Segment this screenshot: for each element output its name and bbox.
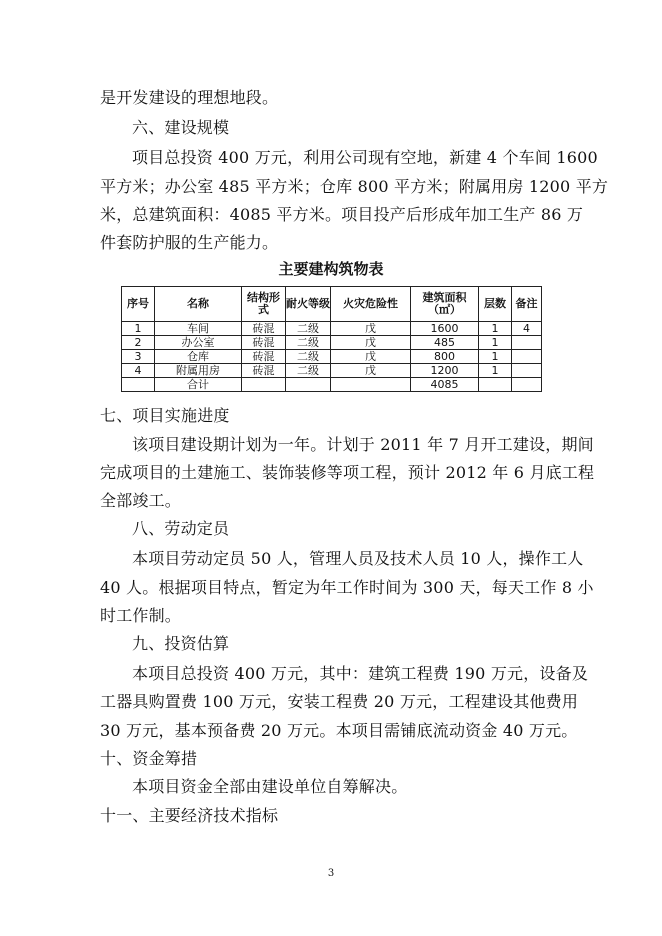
table-cell: 485 bbox=[411, 336, 479, 350]
paragraph-line: 30 万元，基本预备费 20 万元。本项目需铺底流动资金 40 万元。 bbox=[100, 721, 578, 740]
table-cell: 1600 bbox=[411, 322, 479, 336]
table-cell: 戊 bbox=[331, 350, 411, 364]
table-cell: 仓库 bbox=[155, 350, 242, 364]
table-cell: 办公室 bbox=[155, 336, 242, 350]
header-cell: 结构形式 bbox=[242, 287, 286, 322]
section-heading: 十一、主要经济技术指标 bbox=[100, 806, 279, 825]
header-cell: 耐火等级 bbox=[286, 287, 331, 322]
table-row bbox=[122, 350, 542, 364]
page-number: 3 bbox=[327, 868, 335, 879]
paragraph-line: 全部竣工。 bbox=[100, 491, 182, 510]
paragraph-line: 件套防护服的生产能力。 bbox=[100, 233, 279, 252]
header-cell: 名称 bbox=[155, 287, 242, 322]
table-cell bbox=[512, 364, 542, 378]
paragraph-line: 完成项目的土建施工、装饰装修等项工程，预计 2012 年 6 月底工程 bbox=[100, 463, 595, 482]
table-title: 主要建构筑物表 bbox=[278, 260, 384, 278]
table-cell: 二级 bbox=[286, 364, 331, 378]
header-cell: 火灾危险性 bbox=[331, 287, 411, 322]
table-cell: 车间 bbox=[155, 322, 242, 336]
table-cell: 1 bbox=[479, 364, 512, 378]
table-cell: 二级 bbox=[286, 322, 331, 336]
table-cell bbox=[512, 336, 542, 350]
table-cell: 二级 bbox=[286, 336, 331, 350]
table-cell bbox=[286, 378, 331, 392]
table-cell: 砖混 bbox=[242, 336, 286, 350]
table-cell: 砖混 bbox=[242, 364, 286, 378]
table-cell: 附属用房 bbox=[155, 364, 242, 378]
section-heading: 七、项目实施进度 bbox=[100, 406, 230, 425]
table-cell bbox=[479, 378, 512, 392]
paragraph-line: 是开发建设的理想地段。 bbox=[100, 88, 279, 107]
table-total-row bbox=[122, 378, 542, 392]
section-heading: 十、资金筹措 bbox=[100, 749, 198, 768]
buildings-table bbox=[121, 286, 542, 392]
paragraph-line: 工器具购置费 100 万元，安装工程费 20 万元，工程建设其他费用 bbox=[100, 692, 579, 711]
table-cell: 3 bbox=[122, 350, 155, 364]
paragraph-line: 时工作制。 bbox=[100, 606, 182, 625]
section-heading: 六、建设规模 bbox=[132, 118, 230, 137]
header-cell: 序号 bbox=[122, 287, 155, 322]
paragraph-line: 本项目总投资 400 万元，其中：建筑工程费 190 万元，设备及 bbox=[132, 664, 589, 683]
section-heading: 八、劳动定员 bbox=[132, 519, 230, 538]
table-cell: 1 bbox=[479, 322, 512, 336]
table-cell bbox=[122, 378, 155, 392]
paragraph-line: 40 人。根据项目特点，暂定为年工作时间为 300 天，每天工作 8 小 bbox=[100, 578, 594, 597]
table-cell bbox=[331, 378, 411, 392]
header-cell: 层数 bbox=[479, 287, 512, 322]
paragraph-line: 本项目资金全部由建设单位自筹解决。 bbox=[132, 777, 408, 796]
table-cell: 戊 bbox=[331, 322, 411, 336]
table-cell: 合计 bbox=[155, 378, 242, 392]
table-row bbox=[122, 336, 542, 350]
table-cell: 戊 bbox=[331, 336, 411, 350]
table-cell: 砖混 bbox=[242, 322, 286, 336]
table-cell: 4 bbox=[122, 364, 155, 378]
table-row bbox=[122, 322, 542, 336]
header-cell: 备注 bbox=[512, 287, 542, 322]
table-cell bbox=[512, 350, 542, 364]
table-cell: 4 bbox=[512, 322, 542, 336]
table-row bbox=[122, 364, 542, 378]
section-heading: 九、投资估算 bbox=[132, 634, 230, 653]
table-cell: 1 bbox=[479, 336, 512, 350]
table-cell: 4085 bbox=[411, 378, 479, 392]
header-cell: 建筑面积（㎡） bbox=[411, 287, 479, 322]
table-cell: 1 bbox=[479, 350, 512, 364]
table-cell: 1200 bbox=[411, 364, 479, 378]
paragraph-line: 该项目建设期计划为一年。计划于 2011 年 7 月开工建设，期间 bbox=[132, 435, 594, 454]
table-cell: 砖混 bbox=[242, 350, 286, 364]
table-cell: 2 bbox=[122, 336, 155, 350]
table-cell: 800 bbox=[411, 350, 479, 364]
paragraph-line: 米，总建筑面积：4085 平方米。项目投产后形成年加工生产 86 万 bbox=[100, 205, 584, 224]
table-header-row bbox=[122, 287, 542, 322]
paragraph-line: 本项目劳动定员 50 人，管理人员及技术人员 10 人，操作工人 bbox=[132, 549, 584, 568]
table-cell: 戊 bbox=[331, 364, 411, 378]
paragraph-line: 平方米；办公室 485 平方米；仓库 800 平方米；附属用房 1200 平方 bbox=[100, 177, 609, 196]
paragraph-line: 项目总投资 400 万元，利用公司现有空地，新建 4 个车间 1600 bbox=[132, 148, 598, 167]
table-cell: 1 bbox=[122, 322, 155, 336]
table-cell bbox=[512, 378, 542, 392]
table-cell: 二级 bbox=[286, 350, 331, 364]
table-cell bbox=[242, 378, 286, 392]
